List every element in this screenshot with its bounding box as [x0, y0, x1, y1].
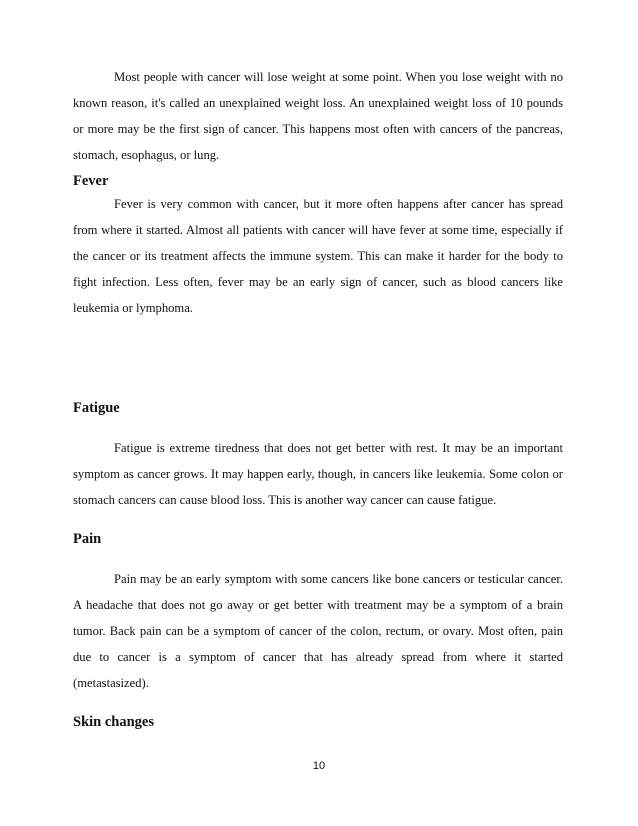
paragraph-fever: Fever is very common with cancer, but it more often happens after cancer has spread from where it started. Almost all patients with cancer will have fever at some time, especially if the cancer or its treatment affects the immune system. This can make it harder for the body to fight infection. Less often, fever may be an early sign of cancer, such as blood cancers like leukemia or lymphoma.: [73, 197, 563, 315]
paragraph-weight-loss: Most people with cancer will lose weight at some point. When you lose weight with no known reason, it's called an unexplained weight loss. An unexplained weight loss of 10 pounds or more may be the first sign of cancer. This happens most often with cancers of the pancreas, stomach, esophagus, or lung.: [73, 70, 563, 162]
heading-fatigue: Fatigue: [73, 400, 120, 416]
heading-pain: Pain: [73, 531, 102, 547]
heading-fever: Fever: [73, 173, 109, 189]
paragraph-fatigue: Fatigue is extreme tiredness that does not get better with rest. It may be an important symptom as cancer grows. It may happen early, though, in cancers like leukemia. Some colon or stomach cancers can cause blood loss. This is another way cancer can cause fatigue.: [73, 441, 563, 507]
paragraph-pain: Pain may be an early symptom with some cancers like bone cancers or testicular cancer. A headache that does not go away or get better with treatment may be a symptom of a brain tumor. Back pain can be a symptom of cancer of the colon, rectum, or ovary. Most often, pain due to cancer is a symptom of cancer that has already spread from where it started (metastasized).: [73, 572, 563, 690]
heading-skin-changes: Skin changes: [73, 714, 154, 730]
page-number: 10: [312, 760, 326, 772]
document-page: [73, 64, 563, 732]
